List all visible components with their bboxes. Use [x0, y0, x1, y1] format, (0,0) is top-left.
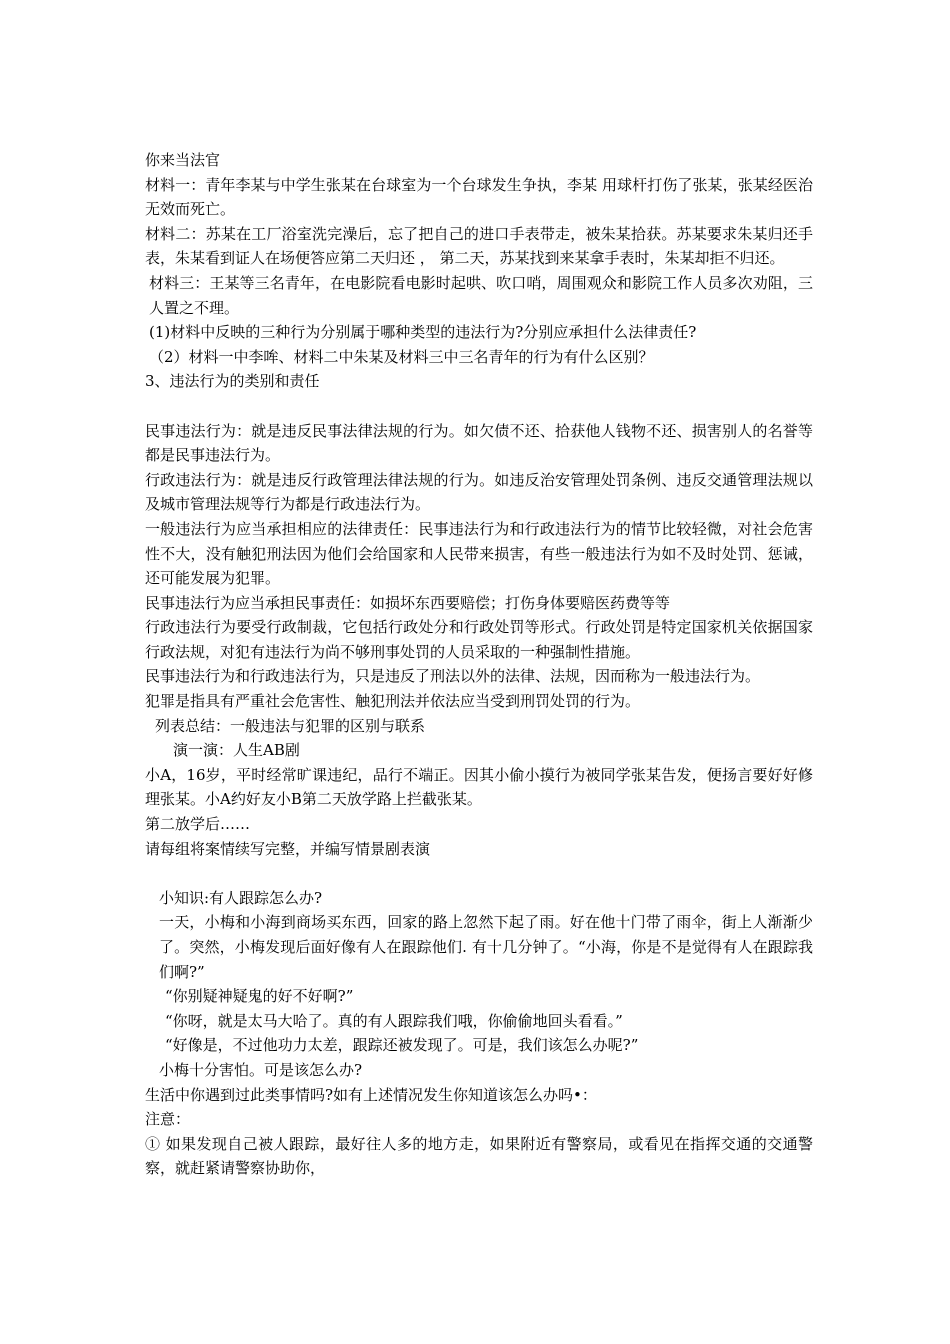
general-liability-paragraph: 一般违法行为应当承担相应的法律责任：民事违法行为和行政违法行为的情节比较轻微，对社会危害性不大，没有触犯刑法因为他们会给国家和人民带来损害，有些一般违法行为如不及时处罚、惩诫，还可能发展为犯罪。 — [145, 519, 813, 588]
admin-sanction-paragraph: 行政违法行为要受行政制裁，它包括行政处分和行政处罚等形式。行政处罚是特定国家机关依据国家行政法规，对犯有违法行为尚不够刑事处罚的人员采取的一种强制性措施。 — [145, 618, 813, 661]
general-violation-paragraph: 民事违法行为和行政违法行为，只是违反了刑法以外的法律、法规，因而称为一般违法行为。 — [145, 667, 761, 686]
story-paragraph: 一天，小梅和小海到商场买东西，回家的路上忽然下起了雨。好在他十门带了雨伞，街上人渐渐少了。突然，小梅发现后面好像有人在跟踪他们. 有十几分钟了。“小海，你是不是觉得有人在跟踪我们啊?” — [159, 913, 813, 981]
after-school-line: 第二放学后…… — [145, 815, 251, 834]
roleplay-title: 演一演：人生AB剧 — [173, 741, 300, 760]
notice-label: 注意： — [145, 1110, 191, 1129]
civil-violation-definition: 民事违法行为：就是违反民事法律法规的行为。如欠债不还、拾获他人钱物不还、损害别人的名誉等都是民事违法行为。 — [145, 421, 813, 465]
blank-line — [145, 394, 813, 419]
material-2: 材料二：苏某在工厂浴室洗完澡后，忘了把自己的进口手表带走，被朱某拾获。苏某要求朱某归还手表，朱某看到证人在场便答应第二天归还 ， 第二天，苏某找到来某拿手表时，朱某却拒不归还。 — [145, 224, 813, 268]
afraid-line: 小梅十分害怕。可是该怎么办? — [159, 1060, 363, 1079]
table-summary-line: 列表总结：一般违法与犯罪的区别与联系 — [155, 716, 426, 735]
life-question: 生活中你遇到过此类事情吗?如有上述情况发生你知道该怎么办吗•： — [145, 1085, 597, 1104]
civil-liability-paragraph: 民事违法行为应当承担民事责任：如损坏东西要赔偿；打伤身体要赔医药费等等 — [145, 593, 671, 612]
section-heading-3: 3、违法行为的类别和责任 — [145, 372, 320, 391]
roleplay-story: 小A，16岁，平时经常旷课违纪，品行不端正。因其小偷小摸行为被同学张某告发，便扬言要好好修理张某。小A约好友小B第二天放学路上拦截张某。 — [145, 765, 813, 809]
dialog-line: “好像是，不过他功力太差，跟踪还被发现了。可是，我们该怎么办呢?” — [165, 1036, 639, 1055]
document-body — [145, 148, 813, 1181]
material-1: 材料一：青年李某与中学生张某在台球室为一个台球发生争执，李某 用球杆打伤了张某，张某经医治无效而死亡。 — [145, 175, 813, 219]
question-1: (1)材料中反映的三种行为分别属于哪种类型的违法行为?分别应承担什么法律责任? — [149, 323, 697, 342]
dialog-line: “你别疑神疑鬼的好不好啊?” — [165, 987, 354, 1006]
knowledge-title: 小知识:有人跟踪怎么办? — [159, 888, 323, 907]
notice-item-1: ① 如果发现自己被人跟踪，最好往人多的地方走，如果附近有警察局，或看见在指挥交通的交通警察，就赶紧请警察协助你， — [145, 1134, 813, 1178]
roleplay-task: 请每组将案情续写完整，并编写情景剧表演 — [145, 839, 431, 858]
crime-definition: 犯罪是指具有严重社会危害性、触犯刑法并依法应当受到刑罚处罚的行为。 — [145, 692, 641, 711]
blank-line — [145, 861, 813, 886]
admin-violation-definition: 行政违法行为：就是违反行政管理法律法规的行为。如违反治安管理处罚条例、违反交通管理法规以及城市管理法规等行为都是行政违法行为。 — [145, 470, 813, 514]
doc-title: 你来当法官 — [145, 151, 221, 169]
material-3: 材料三：王某等三名青年，在电影院看电影时起哄、吹口哨，周围观众和影院工作人员多次劝阻，三人置之不理。 — [149, 273, 813, 317]
question-2: （2）材料一中李哞、材料二中朱某及材料三中三名青年的行为有什么区别？ — [149, 347, 654, 366]
dialog-line: “你呀，就是太马大哈了。真的有人跟踪我们哦，你偷偷地回头看看。” — [165, 1011, 623, 1030]
